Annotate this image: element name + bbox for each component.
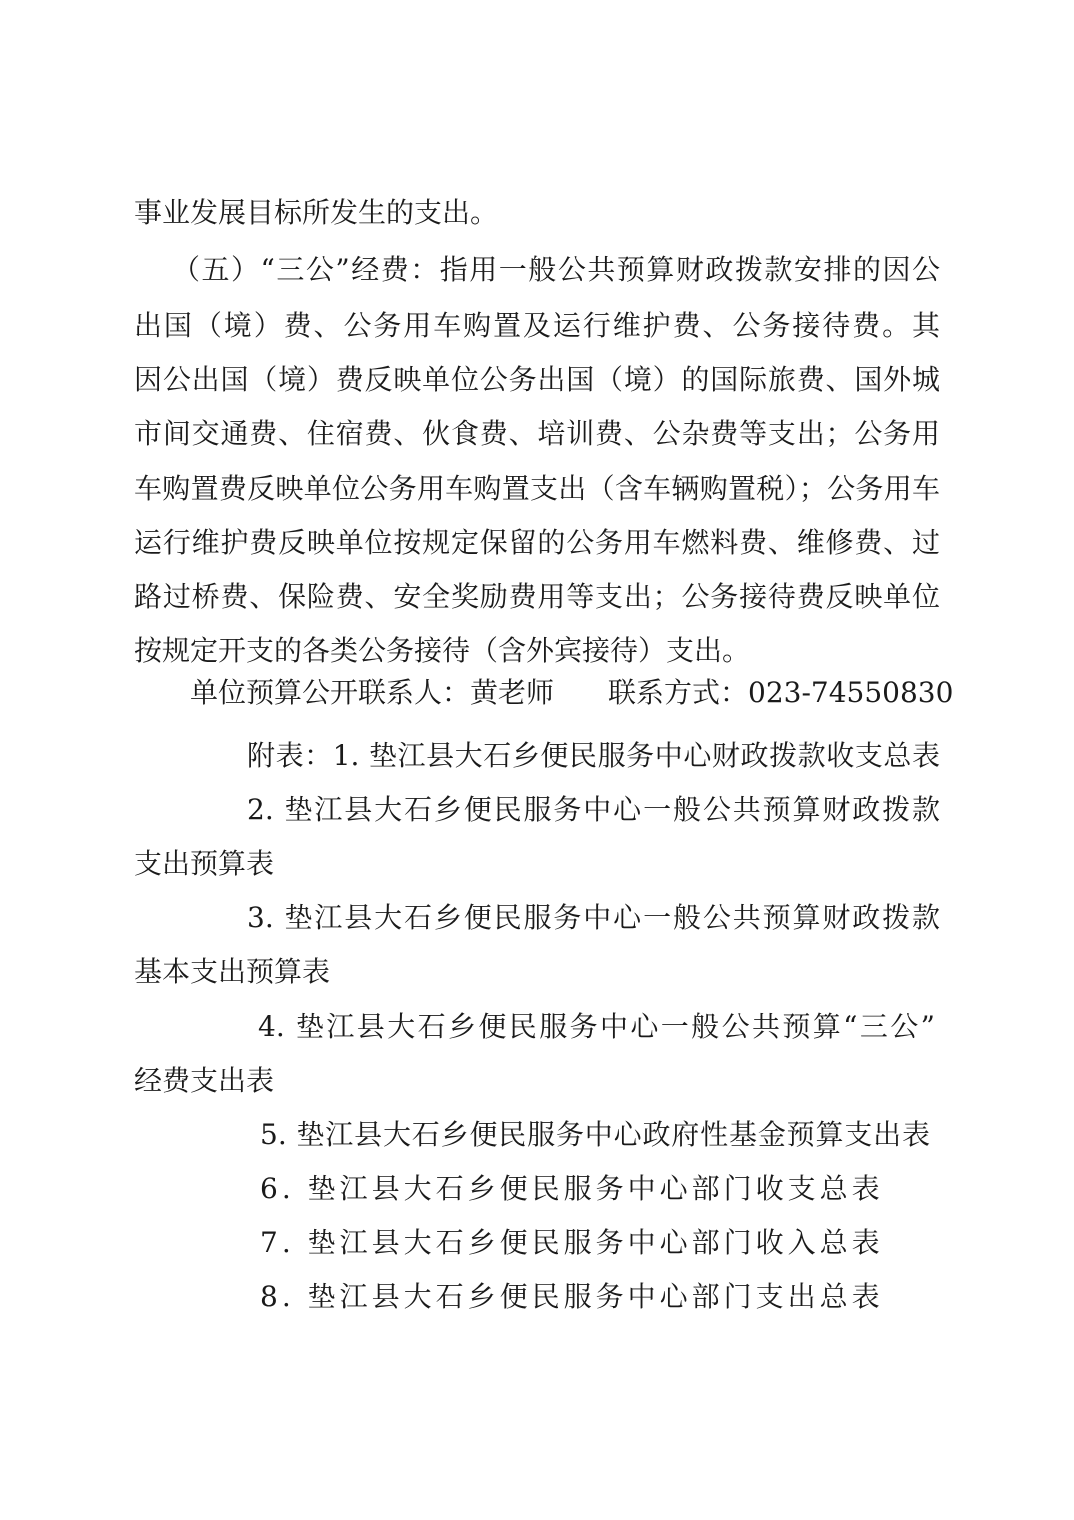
attachment-5: 5. 垫江县大石乡便民服务中心政府性基金预算支出表	[260, 1119, 930, 1151]
attachment-2: 2. 垫江县大石乡便民服务中心一般公共预算财政拨款	[247, 794, 940, 826]
attachment-4: 4. 垫江县大石乡便民服务中心一般公共预算“三公”	[258, 1011, 935, 1043]
paragraph-end-line: 事业发展目标所发生的支出。	[134, 196, 499, 229]
attachment-3: 3. 垫江县大石乡便民服务中心一般公共预算财政拨款	[247, 902, 940, 934]
attachment-2-cont: 支出预算表	[134, 847, 275, 880]
sangong-line: 市间交通费、住宿费、伙食费、培训费、公杂费等支出；公务用	[134, 418, 940, 450]
attachment-8: 8. 垫江县大石乡便民服务中心部门支出总表	[260, 1280, 884, 1313]
attachment-1: 附表：1. 垫江县大石乡便民服务中心财政拨款收支总表	[247, 740, 940, 772]
sangong-line: 按规定开支的各类公务接待（含外宾接待）支出。	[134, 634, 751, 667]
sangong-line: 运行维护费反映单位按规定保留的公务用车燃料费、维修费、过	[134, 527, 940, 559]
attachment-7: 7. 垫江县大石乡便民服务中心部门收入总表	[260, 1226, 884, 1259]
sangong-line: 因公出国（境）费反映单位公务出国（境）的国际旅费、国外城	[134, 364, 940, 396]
sangong-line: （五）“三公”经费：指用一般公共预算财政拨款安排的因公	[172, 254, 940, 286]
attachment-6: 6. 垫江县大石乡便民服务中心部门收支总表	[260, 1172, 884, 1205]
attachment-3-cont: 基本支出预算表	[134, 955, 331, 988]
attachment-4-cont: 经费支出表	[134, 1064, 275, 1097]
contact-phone: 联系方式：023-74550830	[608, 676, 954, 709]
sangong-line: 路过桥费、保险费、安全奖励费用等支出；公务接待费反映单位	[134, 581, 940, 613]
sangong-line: 出国（境）费、公务用车购置及运行维护费、公务接待费。其	[134, 310, 940, 342]
contact-person: 单位预算公开联系人：黄老师	[190, 676, 555, 709]
sangong-line: 车购置费反映单位公务用车购置支出（含车辆购置税）；公务用车	[134, 473, 940, 505]
